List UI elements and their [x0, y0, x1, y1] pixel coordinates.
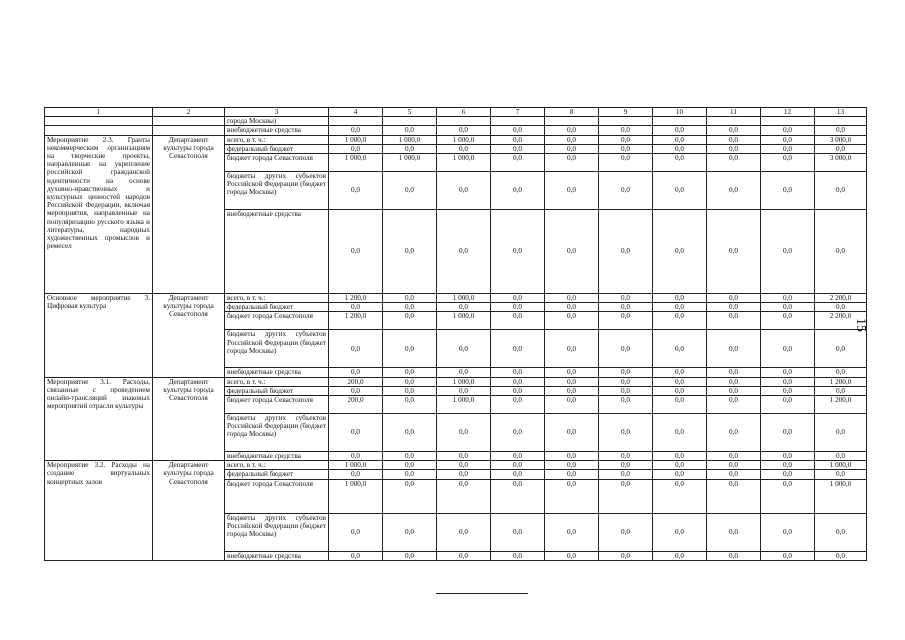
value-cell: 0,0 — [653, 154, 707, 172]
value-cell: 0,0 — [815, 386, 867, 395]
value-cell: 1 000,0 — [437, 377, 491, 386]
value-cell — [599, 117, 653, 126]
table-header-row — [45, 108, 867, 117]
value-cell: 0,0 — [329, 513, 383, 551]
value-cell: 0,0 — [329, 210, 383, 294]
name-cell — [45, 117, 153, 126]
value-cell: 0,0 — [329, 470, 383, 479]
measure-name: Мероприятие 3.1. Расходы, связанные с проведением онлайн-трансляций знаковых мероприятий отрасли культуры — [45, 377, 153, 461]
value-cell: 0,0 — [491, 368, 545, 377]
value-cell: 0,0 — [815, 126, 867, 135]
source-cell: бюджеты других субъектов Российской Федерации (бюджет города Москвы) — [225, 513, 329, 551]
value-cell: 0,0 — [437, 470, 491, 479]
source-cell: бюджеты других субъектов Российской Федерации (бюджет города Москвы) — [225, 330, 329, 368]
value-cell: 0,0 — [491, 144, 545, 153]
measure-name: Мероприятие 3.2. Расходы на создание виртуальных концертных залов — [45, 461, 153, 561]
value-cell: 1 000,0 — [437, 312, 491, 330]
column-header: 3 — [225, 108, 329, 117]
value-cell: 0,0 — [545, 377, 599, 386]
value-cell: 0,0 — [545, 368, 599, 377]
value-cell: 1 000,0 — [815, 461, 867, 470]
value-cell: 0,0 — [653, 414, 707, 452]
value-cell: 0,0 — [491, 154, 545, 172]
budget-table — [44, 107, 867, 561]
value-cell: 0,0 — [329, 172, 383, 210]
value-cell: 0,0 — [545, 470, 599, 479]
source-cell: бюджеты других субъектов Российской Федерации (бюджет города Москвы) — [225, 172, 329, 210]
value-cell: 0,0 — [545, 396, 599, 414]
value-cell: 0,0 — [383, 172, 437, 210]
value-cell: 0,0 — [653, 368, 707, 377]
value-cell: 0,0 — [545, 172, 599, 210]
value-cell: 0,0 — [761, 312, 815, 330]
value-cell: 0,0 — [491, 303, 545, 312]
value-cell: 0,0 — [437, 513, 491, 551]
value-cell: 0,0 — [707, 368, 761, 377]
source-cell: федеральный бюджет — [225, 303, 329, 312]
value-cell: 0,0 — [599, 330, 653, 368]
value-cell: 0,0 — [437, 172, 491, 210]
value-cell: 0,0 — [653, 312, 707, 330]
value-cell: 0,0 — [707, 210, 761, 294]
value-cell: 0,0 — [815, 144, 867, 153]
value-cell: 0,0 — [599, 126, 653, 135]
value-cell: 0,0 — [653, 172, 707, 210]
value-cell: 0,0 — [653, 386, 707, 395]
value-cell: 0,0 — [599, 479, 653, 513]
value-cell: 0,0 — [707, 461, 761, 470]
value-cell: 0,0 — [707, 470, 761, 479]
value-cell: 0,0 — [437, 330, 491, 368]
source-cell: внебюджетные средства — [225, 210, 329, 294]
value-cell: 0,0 — [545, 330, 599, 368]
value-cell: 0,0 — [707, 154, 761, 172]
value-cell: 0,0 — [707, 303, 761, 312]
value-cell: 0,0 — [815, 414, 867, 452]
value-cell: 0,0 — [545, 312, 599, 330]
value-cell: 0,0 — [707, 172, 761, 210]
table-row — [45, 126, 867, 135]
value-cell: 0,0 — [437, 414, 491, 452]
value-cell: 0,0 — [653, 330, 707, 368]
value-cell: 0,0 — [599, 452, 653, 461]
column-header: 6 — [437, 108, 491, 117]
value-cell: 0,0 — [761, 172, 815, 210]
value-cell: 0,0 — [383, 377, 437, 386]
value-cell: 0,0 — [491, 452, 545, 461]
column-header: 4 — [329, 108, 383, 117]
value-cell — [653, 117, 707, 126]
value-cell: 0,0 — [491, 312, 545, 330]
value-cell: 0,0 — [383, 303, 437, 312]
value-cell: 0,0 — [437, 452, 491, 461]
value-cell: 2 200,0 — [815, 294, 867, 303]
value-cell: 1 000,0 — [329, 479, 383, 513]
value-cell — [437, 117, 491, 126]
value-cell: 0,0 — [491, 210, 545, 294]
page-number: 15 — [853, 318, 868, 332]
value-cell: 0,0 — [707, 377, 761, 386]
value-cell: 0,0 — [491, 414, 545, 452]
responsible-executor: Департамент культуры города Севастополя — [153, 294, 225, 378]
value-cell — [815, 117, 867, 126]
value-cell: 0,0 — [599, 144, 653, 153]
value-cell: 0,0 — [599, 551, 653, 560]
value-cell: 0,0 — [707, 396, 761, 414]
value-cell: 0,0 — [437, 210, 491, 294]
value-cell: 0,0 — [599, 135, 653, 144]
responsible-executor: Департамент культуры города Севастополя — [153, 461, 225, 561]
value-cell: 0,0 — [653, 551, 707, 560]
value-cell: 0,0 — [383, 513, 437, 551]
value-cell: 0,0 — [545, 126, 599, 135]
bottom-divider — [436, 593, 528, 594]
value-cell: 0,0 — [761, 135, 815, 144]
responsible-executor: Департамент культуры города Севастополя — [153, 135, 225, 293]
column-header: 1 — [45, 108, 153, 117]
value-cell: 0,0 — [761, 330, 815, 368]
value-cell: 0,0 — [653, 377, 707, 386]
source-cell: внебюджетные средства — [225, 551, 329, 560]
value-cell: 0,0 — [545, 461, 599, 470]
value-cell: 0,0 — [491, 172, 545, 210]
value-cell: 0,0 — [761, 551, 815, 560]
value-cell: 2 200,0 — [815, 312, 867, 330]
value-cell: 0,0 — [653, 294, 707, 303]
value-cell: 1 000,0 — [383, 135, 437, 144]
value-cell: 0,0 — [383, 294, 437, 303]
column-header: 13 — [815, 108, 867, 117]
value-cell: 0,0 — [383, 330, 437, 368]
column-header: 8 — [545, 108, 599, 117]
value-cell: 0,0 — [329, 414, 383, 452]
value-cell — [383, 117, 437, 126]
value-cell: 0,0 — [653, 210, 707, 294]
column-header: 9 — [599, 108, 653, 117]
value-cell: 200,0 — [329, 377, 383, 386]
value-cell: 0,0 — [491, 479, 545, 513]
value-cell: 0,0 — [491, 551, 545, 560]
value-cell: 0,0 — [437, 144, 491, 153]
value-cell: 1 000,0 — [329, 135, 383, 144]
value-cell: 3 000,0 — [815, 154, 867, 172]
value-cell: 0,0 — [329, 551, 383, 560]
value-cell: 0,0 — [545, 303, 599, 312]
value-cell: 1 200,0 — [329, 294, 383, 303]
value-cell: 0,0 — [383, 368, 437, 377]
source-cell: бюджет города Севастополя — [225, 312, 329, 330]
value-cell: 0,0 — [653, 135, 707, 144]
value-cell: 0,0 — [653, 396, 707, 414]
value-cell: 0,0 — [707, 126, 761, 135]
value-cell: 0,0 — [329, 303, 383, 312]
value-cell: 0,0 — [599, 396, 653, 414]
value-cell: 0,0 — [491, 294, 545, 303]
value-cell: 0,0 — [761, 461, 815, 470]
table-row — [45, 117, 867, 126]
value-cell: 0,0 — [815, 303, 867, 312]
value-cell: 0,0 — [437, 551, 491, 560]
value-cell: 0,0 — [545, 144, 599, 153]
responsible-executor: Департамент культуры города Севастополя — [153, 377, 225, 461]
value-cell: 0,0 — [545, 210, 599, 294]
source-cell: бюджет города Севастополя — [225, 154, 329, 172]
value-cell: 0,0 — [599, 386, 653, 395]
value-cell: 0,0 — [491, 330, 545, 368]
source-cell: всего, в т. ч.: — [225, 135, 329, 144]
value-cell: 0,0 — [653, 461, 707, 470]
value-cell: 0,0 — [761, 452, 815, 461]
source-cell: федеральный бюджет — [225, 144, 329, 153]
value-cell: 0,0 — [545, 479, 599, 513]
value-cell: 0,0 — [383, 452, 437, 461]
value-cell: 0,0 — [383, 386, 437, 395]
value-cell: 0,0 — [545, 386, 599, 395]
value-cell: 0,0 — [491, 135, 545, 144]
value-cell: 0,0 — [383, 551, 437, 560]
value-cell: 0,0 — [707, 551, 761, 560]
value-cell: 0,0 — [491, 386, 545, 395]
value-cell: 0,0 — [491, 396, 545, 414]
value-cell: 0,0 — [329, 368, 383, 377]
measure-name: Основное мероприятие 3. Цифровая культура — [45, 294, 153, 378]
column-header: 10 — [653, 108, 707, 117]
value-cell: 0,0 — [653, 452, 707, 461]
table-row — [45, 461, 867, 470]
value-cell: 0,0 — [383, 126, 437, 135]
source-cell: федеральный бюджет — [225, 386, 329, 395]
value-cell: 0,0 — [761, 154, 815, 172]
value-cell: 1 000,0 — [437, 396, 491, 414]
value-cell: 0,0 — [707, 479, 761, 513]
value-cell: 1 000,0 — [437, 135, 491, 144]
value-cell: 0,0 — [599, 210, 653, 294]
source-cell: внебюджетные средства — [225, 126, 329, 135]
value-cell: 0,0 — [383, 470, 437, 479]
value-cell: 0,0 — [599, 377, 653, 386]
value-cell: 0,0 — [599, 470, 653, 479]
value-cell: 0,0 — [545, 294, 599, 303]
value-cell: 0,0 — [653, 479, 707, 513]
value-cell: 0,0 — [815, 330, 867, 368]
value-cell: 1 000,0 — [437, 294, 491, 303]
value-cell: 200,0 — [329, 396, 383, 414]
value-cell: 0,0 — [653, 470, 707, 479]
value-cell: 0,0 — [383, 144, 437, 153]
value-cell: 0,0 — [599, 172, 653, 210]
source-cell: всего, в т. ч.: — [225, 294, 329, 303]
value-cell: 0,0 — [599, 461, 653, 470]
value-cell: 0,0 — [653, 513, 707, 551]
value-cell: 0,0 — [329, 144, 383, 153]
source-cell: всего, в т. ч.: — [225, 377, 329, 386]
value-cell — [761, 117, 815, 126]
column-header: 7 — [491, 108, 545, 117]
value-cell: 0,0 — [707, 513, 761, 551]
value-cell: 0,0 — [491, 461, 545, 470]
source-cell: бюджеты других субъектов Российской Федерации (бюджет города Москвы) — [225, 414, 329, 452]
value-cell — [707, 117, 761, 126]
value-cell: 0,0 — [329, 126, 383, 135]
value-cell: 0,0 — [707, 135, 761, 144]
table-row — [45, 294, 867, 303]
value-cell: 0,0 — [545, 154, 599, 172]
value-cell: 0,0 — [437, 126, 491, 135]
value-cell: 0,0 — [707, 414, 761, 452]
value-cell: 0,0 — [761, 414, 815, 452]
value-cell: 0,0 — [545, 513, 599, 551]
source-cell: внебюджетные средства — [225, 368, 329, 377]
value-cell: 0,0 — [545, 452, 599, 461]
value-cell: 0,0 — [815, 551, 867, 560]
value-cell: 0,0 — [815, 210, 867, 294]
value-cell: 0,0 — [383, 461, 437, 470]
value-cell: 0,0 — [761, 513, 815, 551]
measure-name: Мероприятие 2.3. Гранты некоммерческим организациям на творческие проекты, направленные на укрепление российской гражданской идентичности на основе духовно-нравственных и культурных ценностей народов Российской Федерации, включая мероприятия, направленные на популяризацию русского языка и литературы, народных художественных промыслов и ремесел — [45, 135, 153, 293]
value-cell: 0,0 — [545, 414, 599, 452]
source-cell: внебюджетные средства — [225, 452, 329, 461]
value-cell: 0,0 — [707, 330, 761, 368]
value-cell: 0,0 — [599, 294, 653, 303]
value-cell: 1 200,0 — [815, 377, 867, 386]
value-cell: 0,0 — [437, 461, 491, 470]
value-cell: 0,0 — [437, 386, 491, 395]
value-cell: 0,0 — [815, 172, 867, 210]
value-cell: 0,0 — [491, 470, 545, 479]
value-cell: 0,0 — [761, 377, 815, 386]
value-cell: 0,0 — [383, 414, 437, 452]
source-cell: бюджет города Севастополя — [225, 396, 329, 414]
value-cell: 1 000,0 — [815, 479, 867, 513]
value-cell: 0,0 — [545, 551, 599, 560]
value-cell: 0,0 — [491, 126, 545, 135]
value-cell: 0,0 — [707, 452, 761, 461]
table-row — [45, 135, 867, 144]
value-cell: 0,0 — [761, 144, 815, 153]
column-header: 12 — [761, 108, 815, 117]
responsible-cell — [153, 117, 225, 126]
value-cell: 1 200,0 — [815, 396, 867, 414]
column-header: 11 — [707, 108, 761, 117]
column-header: 2 — [153, 108, 225, 117]
value-cell: 0,0 — [761, 368, 815, 377]
value-cell: 0,0 — [437, 303, 491, 312]
value-cell: 0,0 — [815, 470, 867, 479]
value-cell: 0,0 — [599, 303, 653, 312]
value-cell: 0,0 — [761, 479, 815, 513]
source-cell: бюджет города Севастополя — [225, 479, 329, 513]
value-cell: 0,0 — [329, 330, 383, 368]
value-cell: 0,0 — [599, 513, 653, 551]
value-cell: 0,0 — [599, 312, 653, 330]
responsible-cell — [153, 126, 225, 135]
value-cell: 0,0 — [329, 386, 383, 395]
value-cell: 0,0 — [491, 513, 545, 551]
value-cell: 1 000,0 — [329, 154, 383, 172]
value-cell — [329, 117, 383, 126]
column-header: 5 — [383, 108, 437, 117]
source-cell: всего, в т. ч.: — [225, 461, 329, 470]
value-cell: 0,0 — [491, 377, 545, 386]
value-cell — [491, 117, 545, 126]
value-cell: 0,0 — [707, 386, 761, 395]
value-cell: 0,0 — [707, 144, 761, 153]
value-cell: 1 200,0 — [329, 312, 383, 330]
value-cell: 0,0 — [545, 135, 599, 144]
value-cell: 0,0 — [815, 452, 867, 461]
value-cell: 0,0 — [761, 386, 815, 395]
value-cell: 0,0 — [599, 414, 653, 452]
value-cell: 0,0 — [383, 312, 437, 330]
value-cell: 0,0 — [653, 126, 707, 135]
value-cell: 0,0 — [329, 452, 383, 461]
value-cell: 0,0 — [761, 126, 815, 135]
value-cell: 0,0 — [761, 210, 815, 294]
value-cell: 0,0 — [761, 294, 815, 303]
value-cell: 0,0 — [815, 368, 867, 377]
value-cell: 0,0 — [707, 312, 761, 330]
value-cell: 0,0 — [383, 396, 437, 414]
value-cell: 0,0 — [437, 479, 491, 513]
value-cell: 0,0 — [383, 479, 437, 513]
value-cell: 0,0 — [815, 513, 867, 551]
source-cell: федеральный бюджет — [225, 470, 329, 479]
table-body — [45, 108, 867, 561]
value-cell: 0,0 — [761, 470, 815, 479]
value-cell: 1 000,0 — [383, 154, 437, 172]
value-cell: 0,0 — [653, 303, 707, 312]
value-cell: 0,0 — [383, 210, 437, 294]
value-cell: 1 000,0 — [329, 461, 383, 470]
value-cell: 0,0 — [761, 303, 815, 312]
value-cell: 1 000,0 — [437, 154, 491, 172]
table-row — [45, 377, 867, 386]
value-cell: 0,0 — [653, 144, 707, 153]
name-cell — [45, 126, 153, 135]
source-cell: города Москвы) — [225, 117, 329, 126]
value-cell: 0,0 — [599, 154, 653, 172]
value-cell — [545, 117, 599, 126]
value-cell: 0,0 — [437, 368, 491, 377]
value-cell: 0,0 — [707, 294, 761, 303]
value-cell: 3 000,0 — [815, 135, 867, 144]
value-cell: 0,0 — [599, 368, 653, 377]
value-cell: 0,0 — [761, 396, 815, 414]
